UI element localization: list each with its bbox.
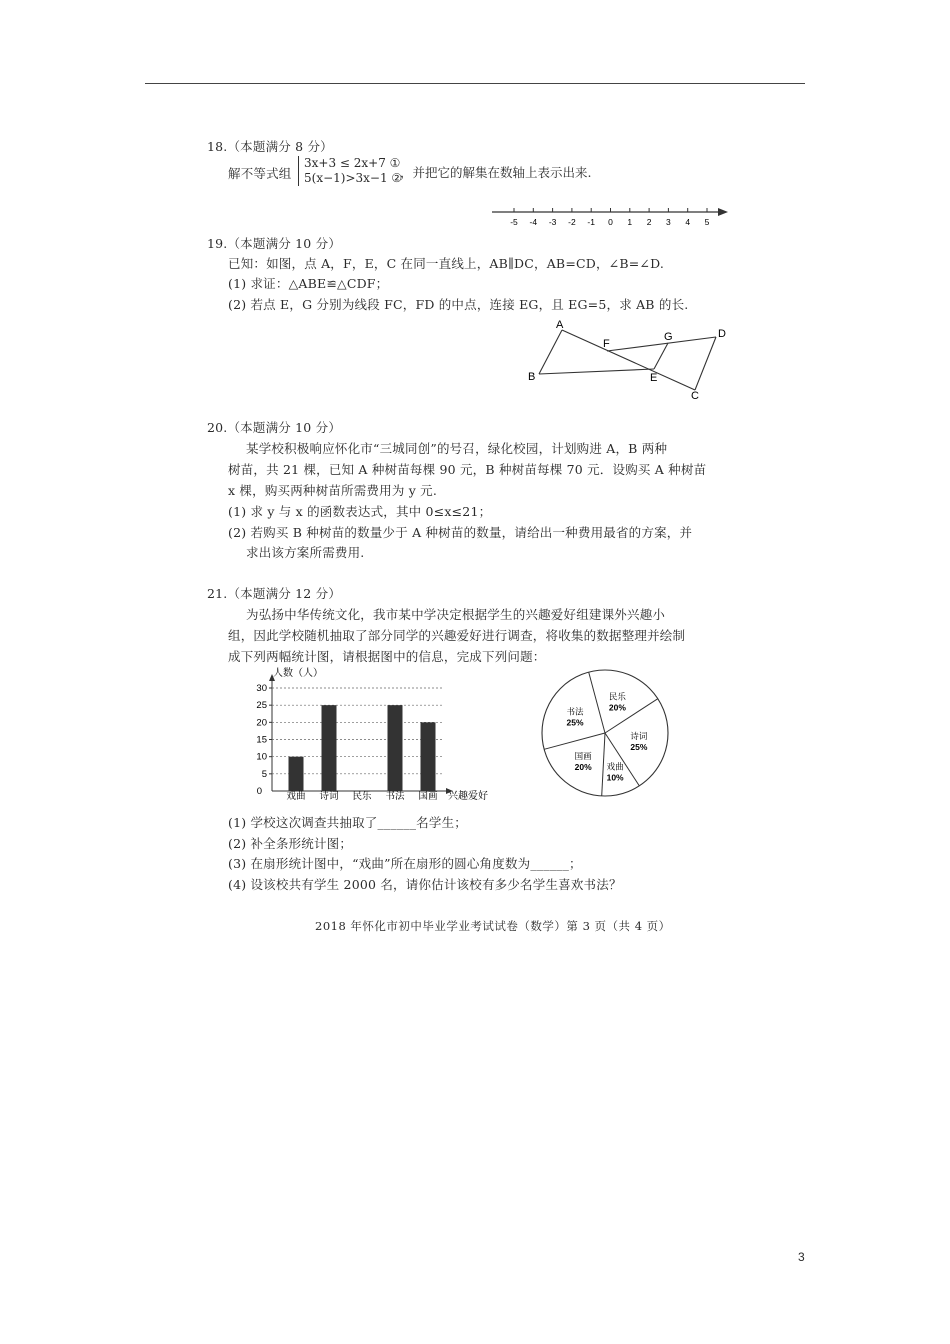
y-tick-label: 10 [256,751,267,763]
x-tick-label: 书法 [385,791,405,802]
q18-title: 18.（本题满分 8 分） [207,139,333,154]
y-tick-label: 15 [256,734,267,746]
numberline-tick-label: 4 [685,217,691,227]
pie-slice-label: 戏曲 [606,761,624,772]
numberline-tick-label: -5 [510,217,518,227]
x-tick-label: 国画 [418,791,438,802]
number-line [488,202,733,232]
pie-slice-boundary [602,733,605,796]
pie-slice-percent: 25% [566,717,584,728]
y-tick-label: 25 [256,700,267,712]
pie-slice-percent: 25% [630,742,648,753]
y-tick-label: 5 [261,768,267,780]
q19-title: 19.（本题满分 10 分） [207,236,342,251]
geometry-figure [525,316,735,400]
q19-part1: (1) 求证：△ABE≌△CDF； [228,276,389,291]
pie-slice-percent: 10% [606,772,624,783]
x-tick-label: 民乐 [352,791,372,802]
bar-1 [322,705,337,791]
q20-line1: 某学校积极响应怀化市“三城同创”的号召，绿化校园，计划购进 A，B 两种 [246,441,668,456]
numberline-tick-label: 2 [646,217,652,227]
pie-slice-boundary [544,733,605,749]
numberline-tick-label: -2 [568,217,576,227]
q21-line3: 成下列两幅统计图，请根据图中的信息，完成下列问题： [228,649,546,664]
numberline-tick-label: -4 [529,217,538,227]
pie-slice-label: 民乐 [608,691,626,702]
q21-title: 21.（本题满分 12 分） [207,586,342,601]
numberline-tick-label: 3 [666,217,671,227]
page-number: 3 [798,1250,805,1264]
q18-prompt: 解不等式组 [228,166,292,181]
pie-slice-label: 国画 [574,750,592,761]
bar-0 [289,757,304,791]
point-B-label: B [528,371,536,383]
inequality-1: 3x+3 ≤ 2x+7 ① [304,156,401,170]
q20-part1: (1) 求 y 与 x 的函数表达式，其中 0≤x≤21； [228,504,492,519]
numberline-tick-label: 0 [608,217,613,227]
point-C-label: C [691,390,699,400]
pie-slice-label: 书法 [566,706,584,717]
page-footer: 2018 年怀化市初中毕业学业考试试卷（数学）第 3 页（共 4 页） [315,919,671,933]
segment-FD [607,337,716,351]
point-A-label: A [556,319,564,331]
inequality-system [298,156,402,186]
segment-DC [695,337,716,390]
bar-chart-ylabel: 人数（人） [273,668,323,679]
segment-AB [539,330,562,374]
numberline-tick-label: 5 [704,217,710,227]
q19-given: 已知：如图，点 A，F，E，C 在同一直线上，AB∥DC，AB=CD，∠B=∠D. [228,256,665,271]
q21-part1: (1) 学校这次调查共抽取了______名学生； [228,815,467,830]
y-tick-label: 20 [256,717,267,729]
y-tick-label: 30 [256,683,267,694]
inequality-2: 5(x−1)>3x−1 ② [304,171,403,185]
pie-slice-boundary [589,672,605,733]
pie-slice-label: 诗词 [630,731,648,742]
x-tick-label: 诗词 [319,791,339,802]
q20-line2: 树苗，共 21 棵，已知 A 种树苗每棵 90 元，B 种树苗每棵 70 元．设购买 A 种树苗 [228,462,707,477]
top-rule [145,83,805,84]
point-G-label: G [664,331,673,343]
point-F-label: F [603,338,610,350]
q21-part3: (3) 在扇形统计图中，“戏曲”所在扇形的圆心角度数为______； [228,856,582,871]
q20-part2b: 求出该方案所需费用. [246,545,365,560]
point-D-label: D [718,328,726,340]
q21-line2: 组，因此学校随机抽取了部分同学的兴趣爱好进行调查，将收集的数据整理并绘制 [228,628,686,643]
pie-chart [535,668,675,798]
arrow-right-icon [718,208,728,216]
q20-part2: (2) 若购买 B 种树苗的数量少于 A 种树苗的数量，请给出一种费用最省的方案，并 [228,525,693,540]
q18-instruction: ，并把它的解集在数轴上表示出来. [400,165,592,180]
bar-chart [248,664,498,804]
segment-GE [654,343,668,369]
bar-4 [421,722,436,791]
line-AC [562,330,695,390]
q20-line3: x 棵，购买两种树苗所需费用为 y 元. [228,483,438,498]
segment-BE [539,369,654,374]
q21-part4: (4) 设该校共有学生 2000 名，请你估计该校有多少名学生喜欢书法？ [228,877,622,892]
pie-slice-percent: 20% [608,702,626,713]
numberline-tick-label: -3 [548,217,557,227]
x-tick-label: 戏曲 [286,791,306,802]
pie-slice-percent: 20% [574,761,592,772]
q20-title: 20.（本题满分 10 分） [207,420,342,435]
bar-3 [388,705,403,791]
bar-chart-xlabel: 兴趣爱好 [448,791,488,802]
point-E-label: E [650,372,658,384]
q21-line1: 为弘扬中华传统文化，我市某中学决定根据学生的兴趣爱好组建课外兴趣小 [246,607,666,622]
numberline-tick-label: -1 [587,217,595,227]
q19-part2: (2) 若点 E，G 分别为线段 FC，FD 的中点，连接 EG，且 EG=5，求 AB 的长. [228,297,689,312]
q21-part2: (2) 补全条形统计图； [228,836,353,851]
y-tick-label: 0 [256,786,262,797]
numberline-tick-label: 1 [627,217,633,227]
